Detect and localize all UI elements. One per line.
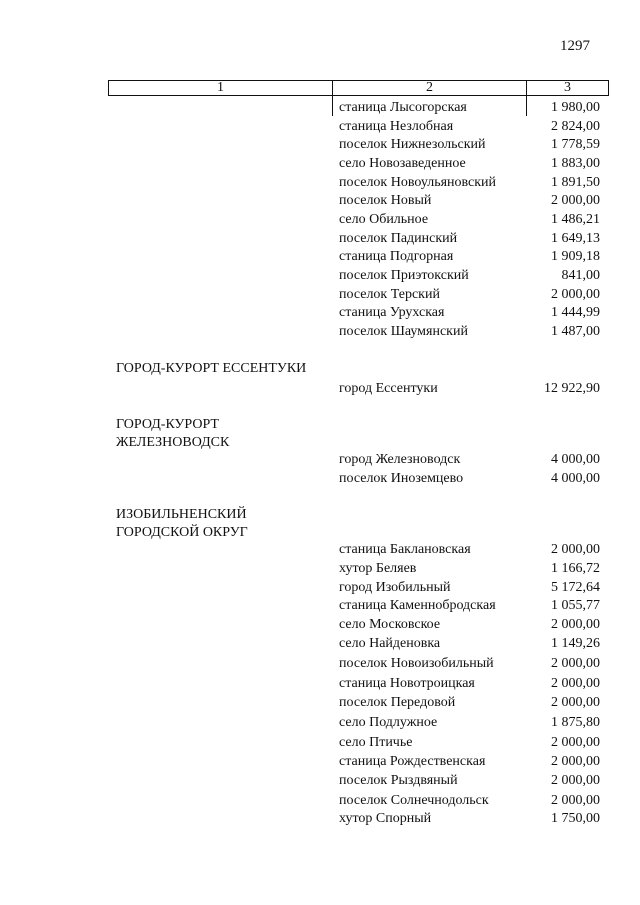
settlement-value: 2 000,00 [551, 676, 600, 691]
settlement-value: 1 875,80 [551, 715, 600, 730]
settlement-name: город Изобильный [339, 580, 451, 595]
settlement-value: 2 000,00 [551, 656, 600, 671]
settlement-name: село Найденовка [339, 636, 441, 651]
settlement-name: село Обильное [339, 212, 429, 227]
settlement-name: село Московское [339, 617, 441, 632]
settlement-name: поселок Передовой [339, 695, 456, 710]
settlement-value: 841,00 [561, 268, 600, 283]
settlement-value: 4 000,00 [551, 471, 600, 486]
settlement-name: поселок Приэтокский [339, 268, 469, 283]
table-row [0, 753, 640, 771]
settlement-name: станица Урухская [339, 305, 445, 320]
table-row [0, 579, 640, 597]
settlement-name: поселок Новоизобильный [339, 656, 494, 671]
settlement-name: город Железноводск [339, 452, 461, 467]
settlement-name: поселок Рыздвяный [339, 773, 458, 788]
table-row [0, 323, 640, 341]
table-row [0, 597, 640, 615]
table-row [0, 655, 640, 673]
settlement-name: поселок Шаумянский [339, 324, 468, 339]
table-row [0, 451, 640, 469]
table-row [0, 675, 640, 693]
settlement-name: станица Лысогорская [339, 100, 467, 115]
settlement-value: 2 000,00 [551, 735, 600, 750]
table-row [0, 616, 640, 634]
table-row [0, 267, 640, 285]
settlement-value: 2 000,00 [551, 193, 600, 208]
table-row [0, 470, 640, 488]
settlement-name: поселок Солнечнодольск [339, 793, 489, 808]
settlement-name: станица Подгорная [339, 249, 454, 264]
table-row [0, 211, 640, 229]
settlement-name: поселок Терский [339, 287, 440, 302]
table-row [0, 304, 640, 322]
settlement-value: 1 891,50 [551, 175, 600, 190]
table-header [108, 80, 609, 96]
settlement-value: 12 922,90 [544, 381, 600, 396]
table-row [0, 792, 640, 810]
settlement-value: 2 000,00 [551, 793, 600, 808]
table-row [0, 230, 640, 248]
settlement-name: село Птичье [339, 735, 413, 750]
settlement-name: село Подлужное [339, 715, 438, 730]
table-row [0, 192, 640, 210]
settlement-value: 2 000,00 [551, 617, 600, 632]
table-row [0, 248, 640, 266]
settlement-name: поселок Иноземцево [339, 471, 464, 486]
table-row [0, 541, 640, 559]
table-row [0, 155, 640, 173]
settlement-value: 1 444,99 [551, 305, 600, 320]
settlement-name: поселок Падинский [339, 231, 458, 246]
settlement-value: 2 000,00 [551, 695, 600, 710]
table-row [0, 136, 640, 154]
table-row [0, 174, 640, 192]
section-title: ГОРОД-КУРОРТ ЕССЕНТУКИ [116, 361, 307, 376]
settlement-value: 4 000,00 [551, 452, 600, 467]
page-number: 1297 [560, 38, 590, 54]
settlement-name: поселок Нижнезольский [339, 137, 486, 152]
table-row [0, 810, 640, 828]
settlement-value: 1 487,00 [551, 324, 600, 339]
settlement-name: станица Новотроицкая [339, 676, 475, 691]
table-row [0, 734, 640, 752]
settlement-name: станица Баклановская [339, 542, 471, 557]
table-row [0, 635, 640, 653]
table-row [0, 380, 640, 398]
settlement-name: село Новозаведенное [339, 156, 466, 171]
table-row [0, 772, 640, 790]
settlement-name: город Ессентуки [339, 381, 438, 396]
settlement-value: 2 000,00 [551, 542, 600, 557]
table-row [0, 118, 640, 136]
settlement-value: 1 778,59 [551, 137, 600, 152]
settlement-value: 1 486,21 [551, 212, 600, 227]
table-row [0, 286, 640, 304]
settlement-value: 5 172,64 [551, 580, 600, 595]
section-title: ИЗОБИЛЬНЕНСКИЙ ГОРОДСКОЙ ОКРУГ [116, 507, 248, 540]
settlement-value: 2 000,00 [551, 287, 600, 302]
settlement-value: 1 649,13 [551, 231, 600, 246]
header-col-3: 3 [564, 80, 571, 95]
table-row [0, 694, 640, 712]
settlement-name: поселок Новый [339, 193, 432, 208]
settlement-value: 1 750,00 [551, 811, 600, 826]
settlement-name: поселок Новоульяновский [339, 175, 497, 190]
settlement-value: 1 909,18 [551, 249, 600, 264]
settlement-name: станица Рождественская [339, 754, 486, 769]
settlement-value: 2 000,00 [551, 754, 600, 769]
settlement-value: 2 824,00 [551, 119, 600, 134]
settlement-value: 1 055,77 [551, 598, 600, 613]
settlement-value: 2 000,00 [551, 773, 600, 788]
header-col-2: 2 [333, 81, 527, 95]
settlement-value: 1 166,72 [551, 561, 600, 576]
settlement-value: 1 980,00 [551, 100, 600, 115]
settlement-name: хутор Беляев [339, 561, 417, 576]
settlement-name: станица Каменнобродская [339, 598, 496, 613]
header-col-1: 1 [109, 81, 333, 95]
settlement-value: 1 149,26 [551, 636, 600, 651]
section-title: ГОРОД-КУРОРТ ЖЕЛЕЗНОВОДСК [116, 417, 230, 450]
settlement-name: станица Незлобная [339, 119, 454, 134]
settlement-name: хутор Спорный [339, 811, 432, 826]
settlement-value: 1 883,00 [551, 156, 600, 171]
table-row [0, 560, 640, 578]
table-row [0, 714, 640, 732]
table-row [0, 99, 640, 117]
